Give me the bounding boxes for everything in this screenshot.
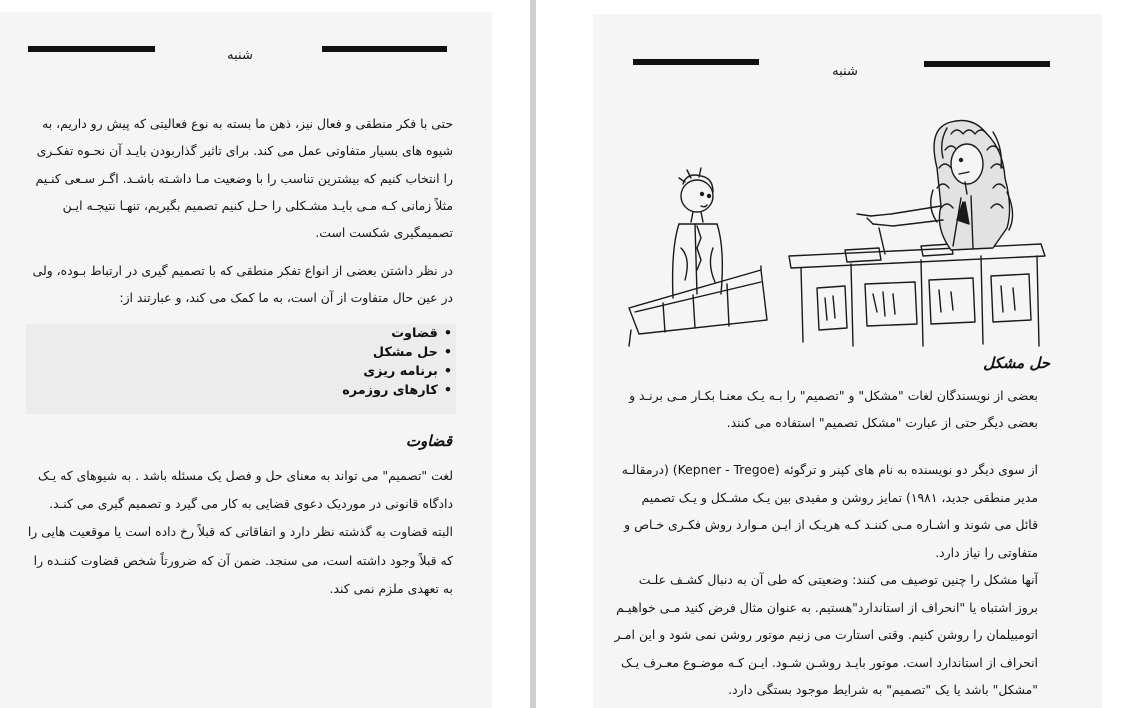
paragraph-line: متفاوتی را نیاز دارد.: [935, 544, 1038, 560]
list-item: •کارهای روزمره: [342, 383, 452, 398]
paragraph-line: بعضی از نویسندگان لغات "مشکل" و "تصمیم" را بـه یـک معنـا بکـار مـی برنـد و: [629, 388, 1038, 403]
list-item: •قضاوت: [391, 326, 452, 341]
header-rule-right: [322, 46, 447, 52]
paragraph-line: انحراف از استاندارد است. موتور بایـد روشـن شـود. ایـن کـه موضـوع معـرف یـک: [620, 654, 1038, 670]
paragraph-line: مدیر منطقی جدید، ۱۹۸۱) تمایز روشن و مفیدی بین یـک مشـکل و یـک تصمیم: [641, 489, 1038, 505]
paragraph-line: البته قضاوت به گذشته نظر دارد و اتفاقاتی که قبلاً رخ داده است یا موقعیت هایی را: [27, 524, 453, 540]
list-item-label: کارهای روزمره: [342, 383, 438, 398]
paragraph-line: که قبلاً وجود داشته است، می سنجد. ضمن آن که ضرورتاً شخص قضاوت کننـده را: [33, 552, 453, 568]
paragraph-line: به تعهدی ملزم نمی کند.: [329, 580, 453, 596]
paragraph-line: آنها مشکل را چنین توصیف می کنند: وضعیتی که طی آن به دنبال کشـف علـت: [638, 572, 1038, 587]
paragraph-line: دادگاه قانونی در موردیک دعوی قضایی به کار می گیرد و تصمیم گیری می کنـد.: [49, 496, 453, 512]
paragraph-line: اتومبیلمان را روشن کنیم. وقتی استارت می زنیم موتور روشن نمی شود و این امـر: [614, 627, 1038, 642]
paragraph-line: در نظر داشتن بعضی از انواع تفکر منطقی که با تصمیم گیری در ارتباط بـوده، ولی: [32, 263, 453, 278]
paragraph-line: را انتخاب کنیم که بیشترین تناسب را با وضعیت مـا داشـته باشـد. اگـر سـعی کنـیم: [35, 170, 453, 186]
list-item: •برنامه ریزی: [363, 364, 452, 379]
thinking-types-list: [252, 326, 452, 402]
left-page: [0, 12, 492, 708]
paragraph-line: بروز اشتباه یا "انحراف از استاندارد"هستیم. به عنوان مثال فرض کنید مـی خواهیـم: [616, 599, 1038, 615]
paragraph-line: بعضی دیگر حتی از عبارت "مشکل تصمیم" استفاده می کنند.: [726, 415, 1038, 430]
right-page: [593, 14, 1102, 708]
list-item-label: قضاوت: [391, 326, 438, 341]
paragraph-intro: [27, 110, 453, 246]
paragraph-line: در عین حال متفاوت از آن است، به ما کمک می کند، و عبارتند از:: [119, 290, 453, 305]
header-rule-left: [633, 59, 759, 65]
paragraph-line: شیوه های بسیار متفاوتی عمل می کند. برای تاثیر گذاربودن بایـد آن نحـوه تفکـری: [36, 143, 453, 159]
header-rule-left: [28, 46, 155, 52]
paragraph-line: لغت "تصمیم" می تواند به معنای حل و فصل یک مسئله باشد . به شیوهای که یـک: [38, 468, 453, 483]
paragraph-thinking-types: [27, 257, 453, 311]
page-header: شنبه: [227, 48, 253, 63]
paragraph-line: مثلاً زمانی کـه مـی بایـد مشـکلی را حـل کنیم تصمیم بگیریم، تنهـا نتیجـه ایـن: [62, 197, 453, 213]
paragraph-line: تصمیمگیری شکست است.: [315, 225, 453, 241]
section-heading-problem-solving: حل مشکل: [983, 354, 1050, 372]
section-heading-judgment: قضاوت: [405, 432, 452, 450]
paragraph-kepner-tregoe: [621, 456, 1038, 566]
judge-cartoon-illustration: [621, 98, 1057, 348]
paragraph-judgment: [27, 462, 453, 603]
paragraph-line: قائل می شوند و اشـاره مـی کننـد کـه هریـک از ایـن مـوارد روش فکـری خـاص و: [624, 517, 1038, 532]
paragraph-line: "مشکل" باشد یا یک "تصمیم" به شرایط موجود بستگی دارد.: [728, 682, 1038, 697]
list-item: •حل مشکل: [372, 345, 452, 360]
page-header: شنبه: [832, 64, 858, 79]
header-rule-right: [924, 61, 1050, 67]
list-item-label: حل مشکل: [372, 345, 438, 360]
paragraph-problem-description: [614, 566, 1038, 704]
paragraph-line: حتی با فکر منطقی و فعال نیز، ذهن ما بسته به نوع فعالیتی که پیش رو داریم، به: [42, 116, 453, 131]
page-gutter: [530, 0, 536, 708]
paragraph-definitions: [628, 382, 1038, 436]
paragraph-line: از سوی دیگر دو نویسنده به نام های کپنر و ترگوئه (Kepner - Tregoe) (درمقالـه: [621, 462, 1038, 477]
list-item-label: برنامه ریزی: [363, 364, 438, 379]
